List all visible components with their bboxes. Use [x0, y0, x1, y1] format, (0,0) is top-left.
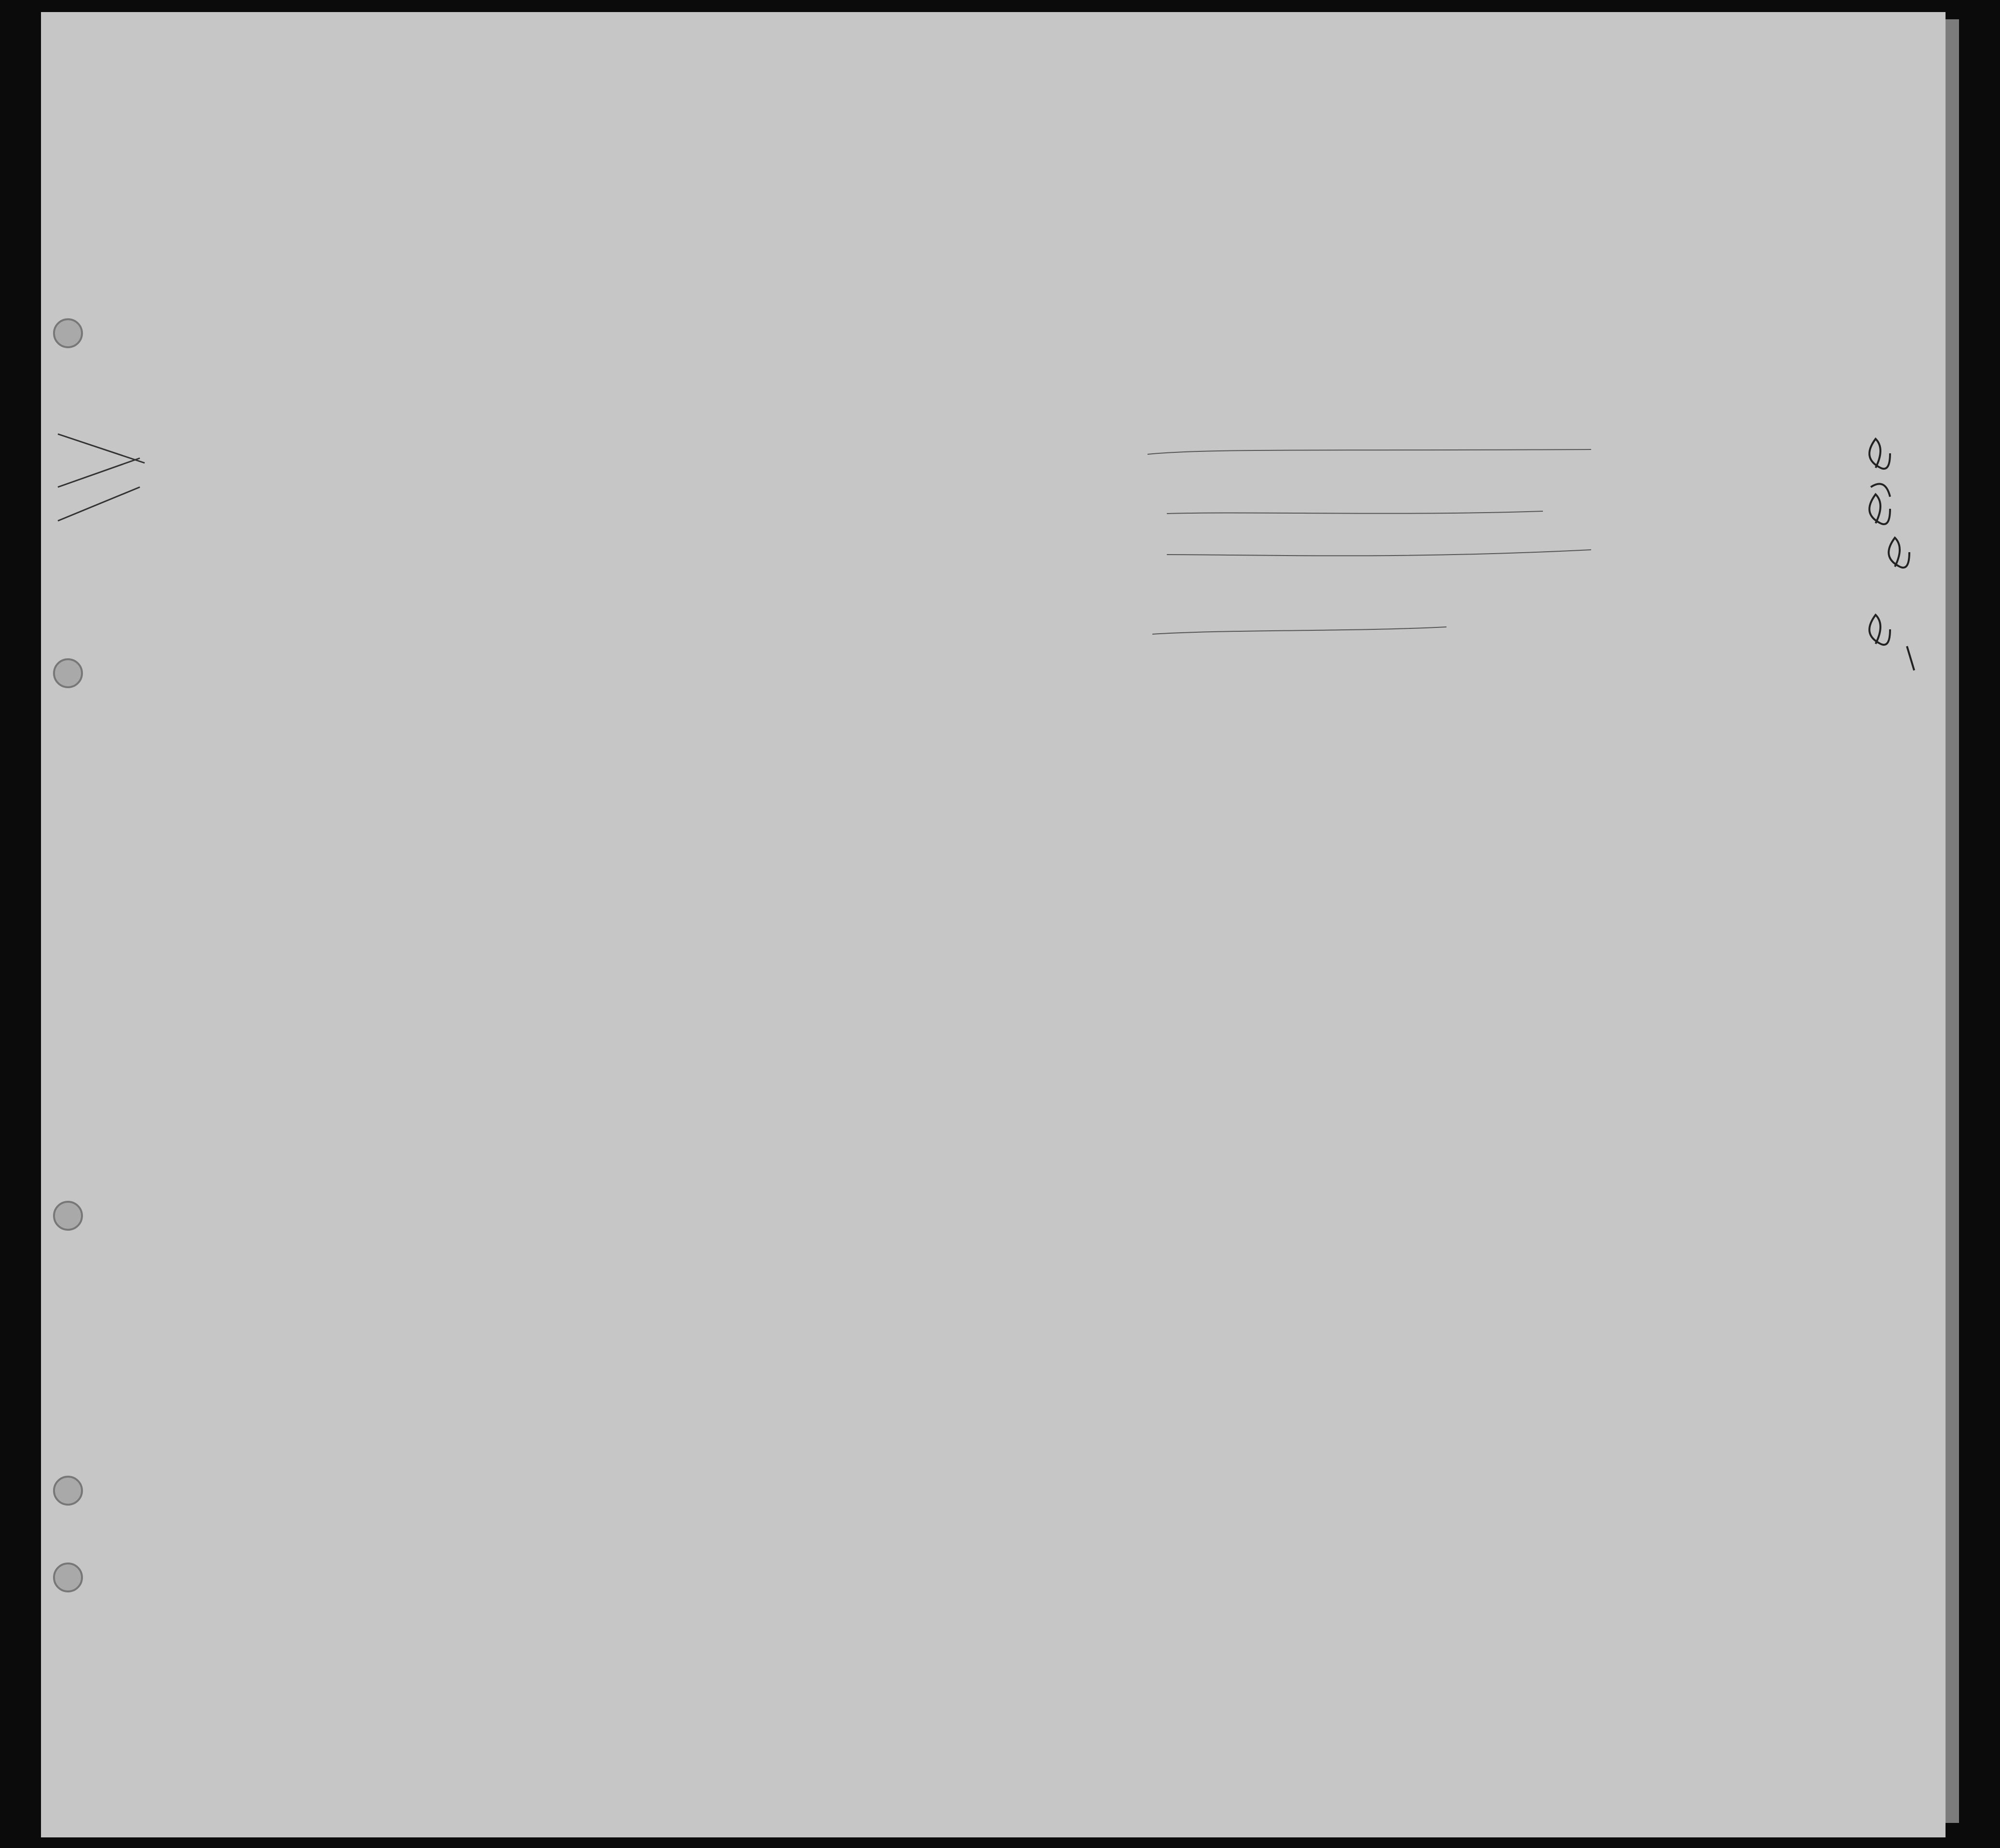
- header-c28: [1357, 304, 1401, 422]
- header-c21: [690, 270, 710, 424]
- header-c34-inches: [1638, 391, 1660, 429]
- header-c30: [1447, 304, 1469, 422]
- header-c19: [569, 270, 588, 424]
- header-c31: [1473, 304, 1495, 422]
- header-c29: [1410, 304, 1444, 422]
- header-c27: [1324, 304, 1343, 422]
- header-c26: [1292, 304, 1311, 422]
- header-c34-feet: [1611, 393, 1633, 427]
- header-c25: [1259, 304, 1284, 422]
